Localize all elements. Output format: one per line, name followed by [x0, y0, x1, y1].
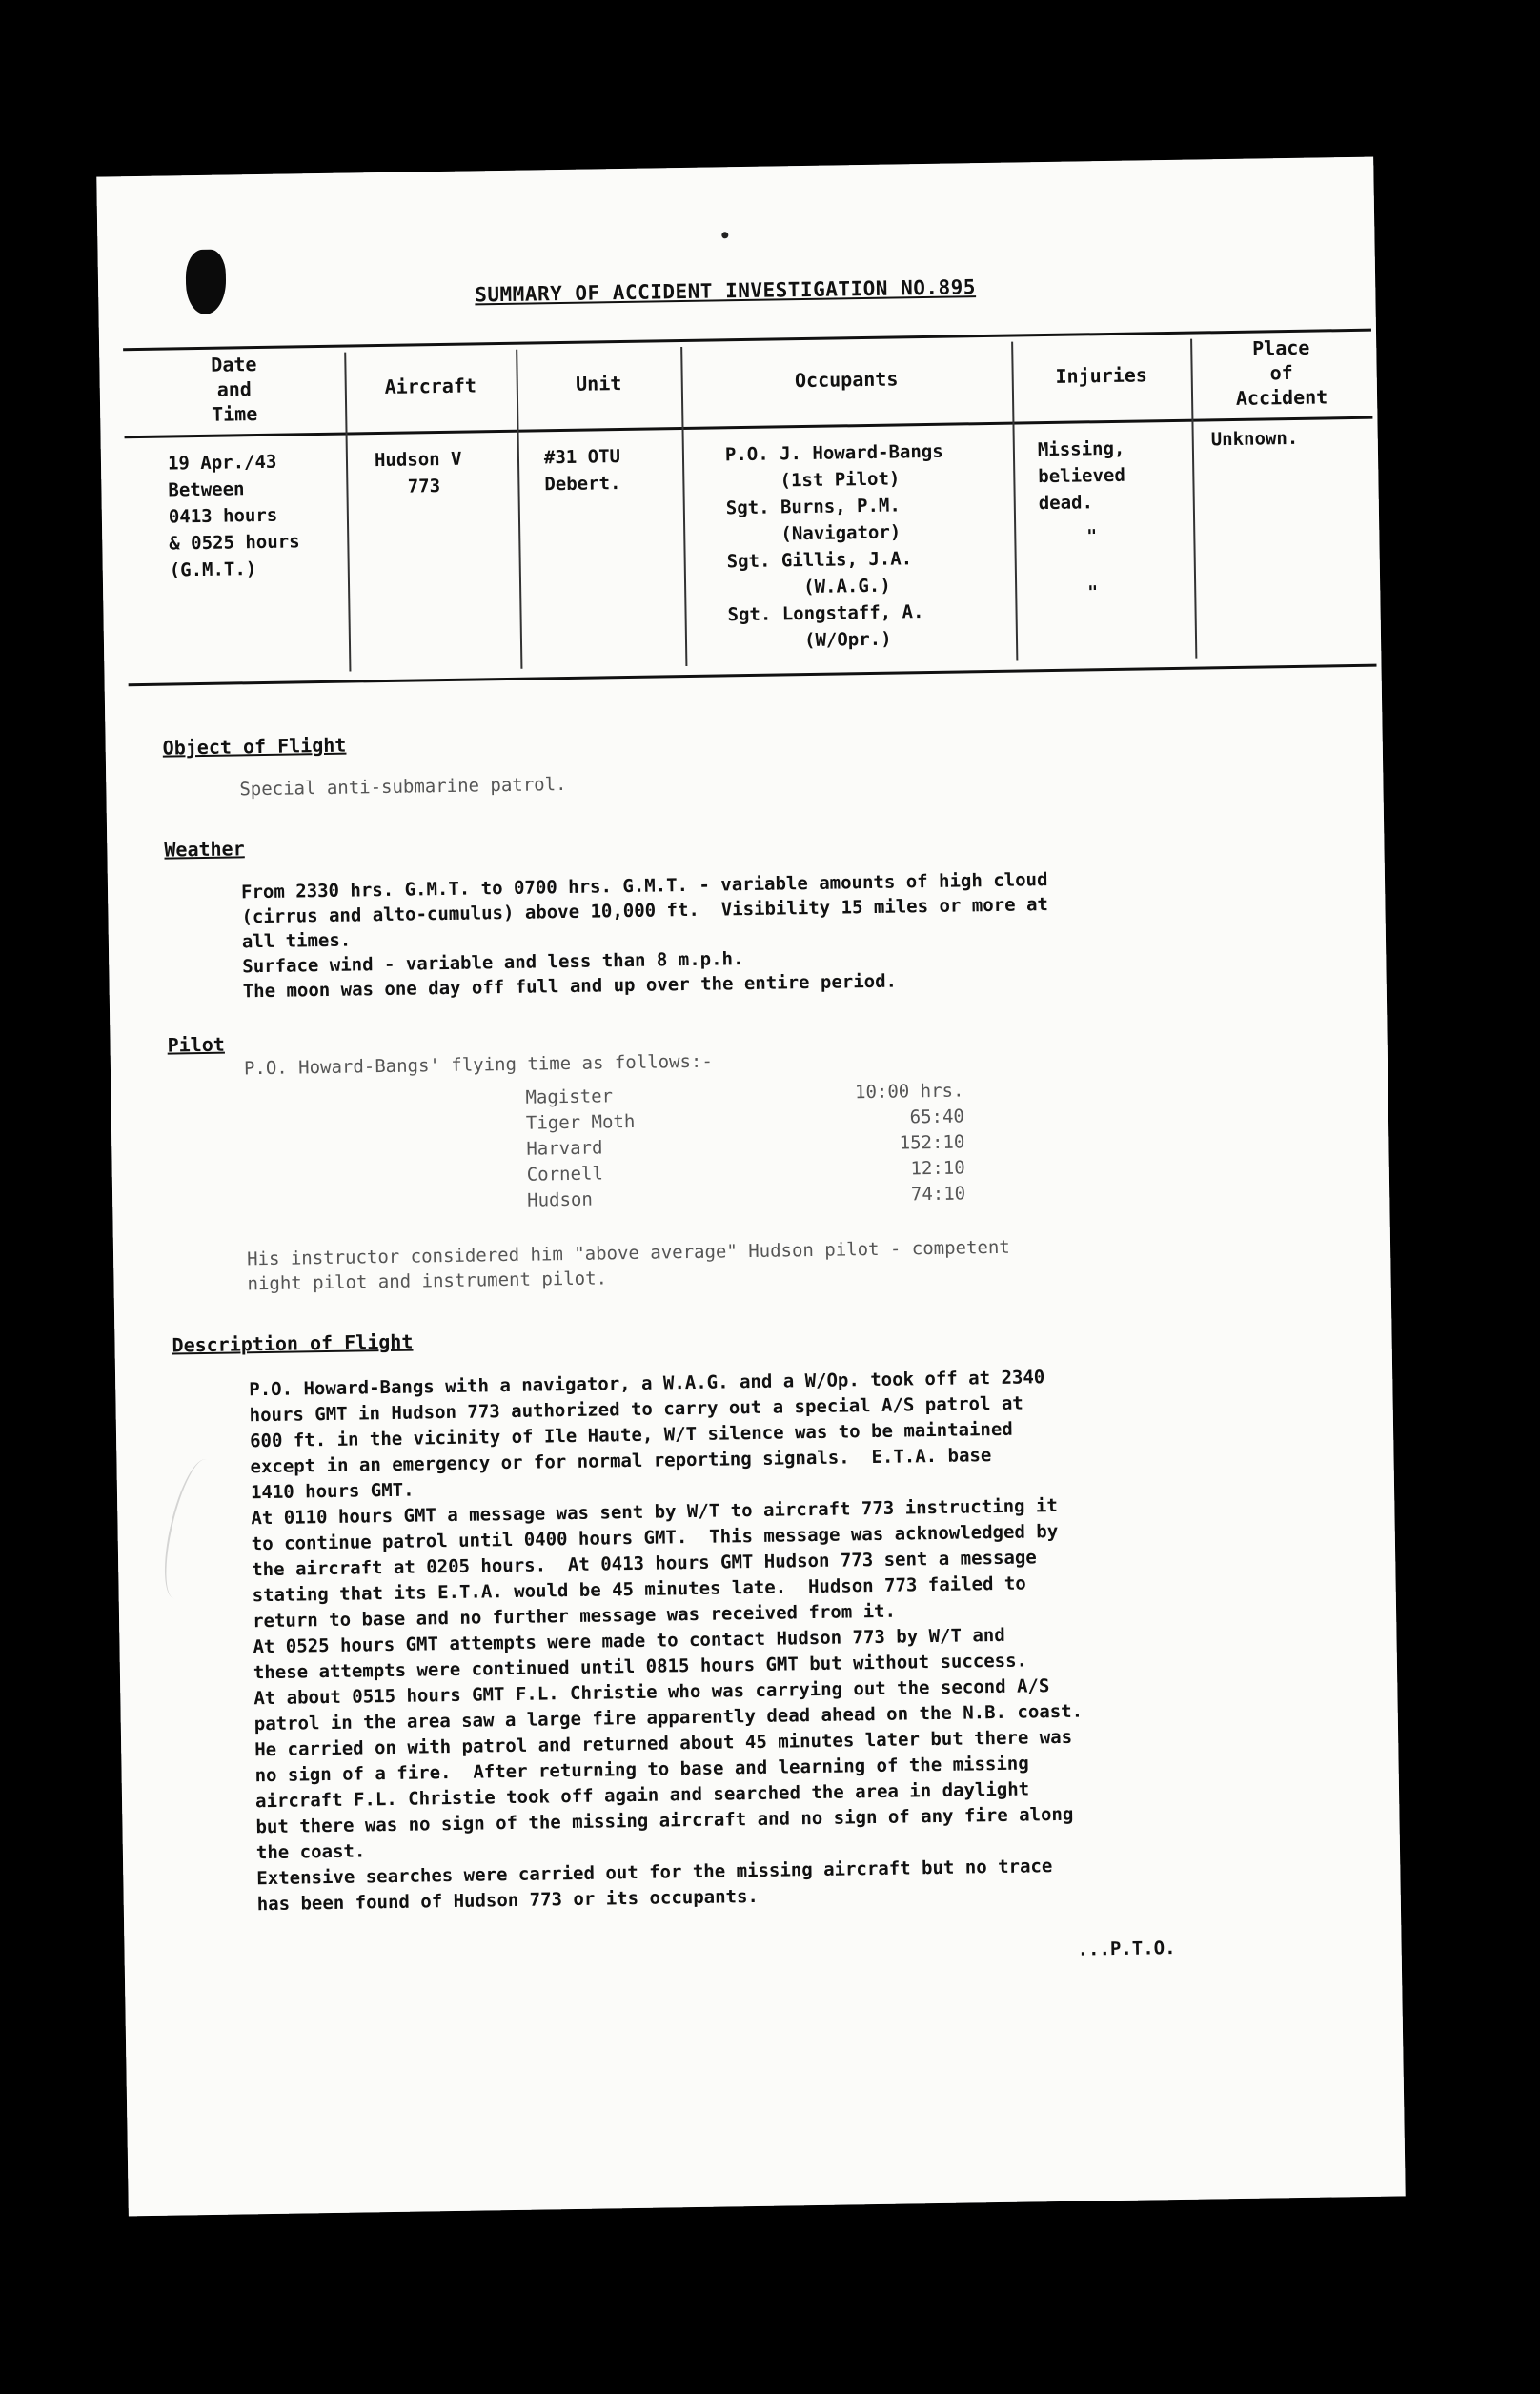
header-date-time: Date and Time: [211, 353, 258, 426]
cell-occupants: P.O. J. Howard-Bangs (1st Pilot) Sgt. Burns, P.M. (Navigator) Sgt. Gillis, J.A. (W.A.G.) Sgt. Longstaff, A. (W/Opr.): [724, 440, 943, 653]
page-turn-note: ...P.T.O.: [1077, 1938, 1176, 1960]
cell-injuries: Missing, believed dead.: [1037, 437, 1126, 515]
cell-aircraft: Hudson V 773: [374, 448, 462, 498]
object-text: Special anti-submarine patrol.: [239, 773, 567, 801]
heading-object-of-flight: Object of Flight: [162, 733, 347, 760]
ditto-mark: ": [1087, 582, 1099, 603]
table-bottom-rule: [129, 664, 1377, 687]
document-title: SUMMARY OF ACCIDENT INVESTIGATION NO.895: [475, 275, 977, 307]
header-injuries: Injuries: [1055, 363, 1148, 388]
heading-pilot: Pilot: [167, 1032, 225, 1057]
list-item: Cornell 12:10: [526, 1157, 965, 1186]
header-unit: Unit: [575, 372, 622, 396]
ditto-mark: ": [1086, 526, 1098, 547]
description-text: P.O. Howard-Bangs with a navigator, a W.A.G. and a W/Op. took off at 2340 hours GMT in Hudson 773 authorized to carry out a special A/S patrol at 600 ft. in the vicinity of Ile Haute, W/T silence was to be maintained except in an emergency or for normal reporting signals. E.T.A. base 1410 hours GMT. At 0110 hours GMT a message was sent by W/T to aircraft 773 instructing it to continue patrol until 0400 hours GMT. This message was acknowledged by the aircraft at 0205 hours. At 0413 hours GMT Hudson 773 sent a message stating that its E.T.A. would be 45 minutes late. Hudson 773 failed to return to base and no further message was received from it. At 0525 hours GMT attempts were made to contact Hudson 773 by W/T and these attempts were continued until 0815 hours GMT but without success. At about 0515 hours GMT F.L. Christie who was carrying out the second A/S patrol in the area saw a large fire apparently dead ahead on the N.B. coast. He carried on with patrol and returned about 45 minutes later but there was no sign of a fire. After returning to base and learning of the missing aircraft F.L. Christie took off again and searched the area in daylight but there was no sign of the missing aircraft and no sign of any fire along the coast. Extensive searches were carried out for the missing aircraft but no trace has been found of Hudson 773 or its occupants.: [249, 1367, 1084, 1916]
pencil-mark: [154, 1454, 226, 1603]
weather-text: From 2330 hrs. G.M.T. to 0700 hrs. G.M.T. - variable amounts of high cloud (cirrus and alto-cumulus) above 10,000 ft. Visibility 15 miles or more at all times. Surface wind - variable and less than 8 m.p.h. The moon was one day off full and up over the entire period.: [240, 869, 1049, 1003]
flying-time-list: [525, 1078, 965, 1213]
list-item: Magister 10:00 hrs.: [525, 1080, 964, 1108]
cell-date: 19 Apr./43 Between 0413 hours & 0525 hours (G.M.T.): [167, 451, 300, 581]
header-aircraft: Aircraft: [384, 374, 477, 398]
heading-weather: Weather: [164, 837, 245, 862]
document-page: [96, 157, 1405, 2217]
heading-description-of-flight: Description of Flight: [172, 1329, 414, 1357]
punch-hole: [185, 250, 226, 315]
accident-table: [123, 329, 1376, 687]
header-place: Place of Accident: [1235, 335, 1328, 410]
list-item: Hudson 74:10: [527, 1183, 966, 1211]
cell-place: Unknown.: [1210, 427, 1299, 451]
list-item: Tiger Moth 65:40: [525, 1106, 965, 1134]
header-occupants: Occupants: [794, 367, 899, 393]
pilot-intro: P.O. Howard-Bangs' flying time as follows:-: [243, 1050, 713, 1080]
pilot-note: His instructor considered him "above average" Hudson pilot - competent night pilot and instrument pilot.: [246, 1236, 1010, 1295]
list-item: Harvard 152:10: [526, 1131, 965, 1160]
ink-dot: [721, 232, 728, 238]
cell-unit: #31 OTU Debert.: [543, 446, 621, 496]
